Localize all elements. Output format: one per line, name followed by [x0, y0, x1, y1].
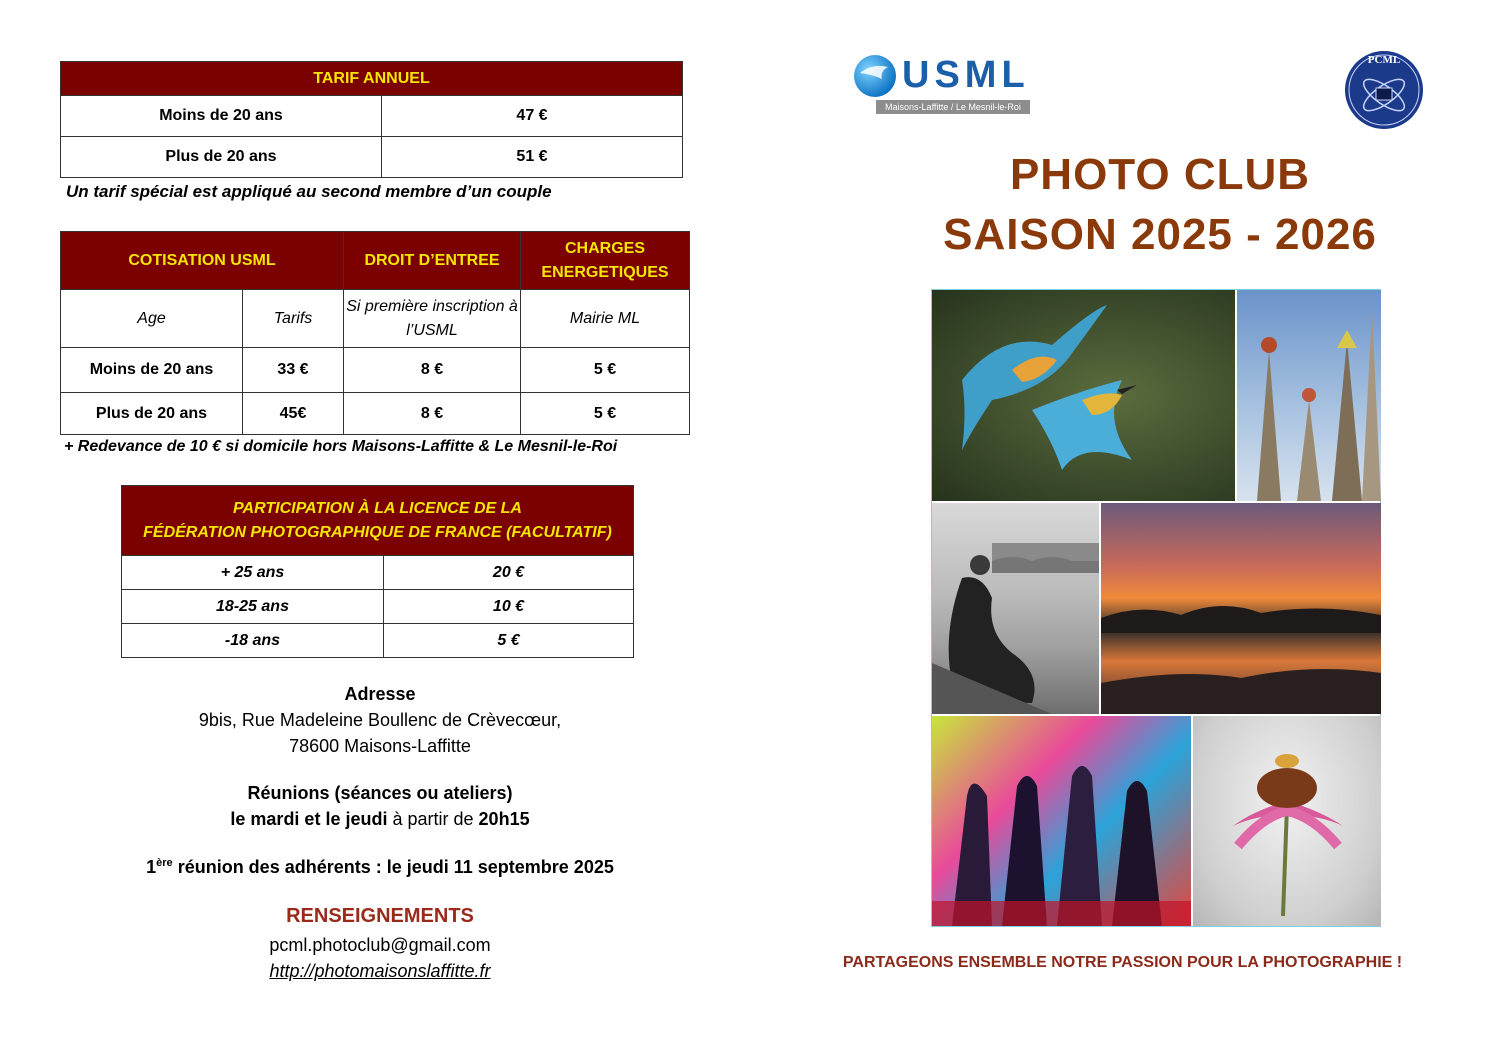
title-line1: PHOTO CLUB: [1009, 150, 1311, 199]
premiere-text: réunion des adhérents : le jeudi 11 septembre 2025: [177, 857, 614, 877]
reunions-from: à partir de: [392, 809, 474, 829]
website-link-wrap: [60, 961, 700, 982]
usml-logo: [852, 52, 1032, 118]
usml-text: USML: [902, 54, 1030, 96]
tarif-row-label: Plus de 20 ans: [61, 137, 382, 178]
cotisation-cell: 8 €: [344, 348, 521, 393]
licence-price: 5 €: [384, 624, 634, 658]
cotisation-cell: 45€: [243, 393, 344, 435]
cotisation-cell: 5 €: [521, 393, 690, 435]
redevance-note: + Redevance de 10 € si domicile hors Maisons-Laffitte & Le Mesnil-le-Roi: [64, 438, 618, 455]
flower-bee-icon: [1193, 716, 1381, 926]
tarif-note: Un tarif spécial est appliqué au second membre d’un couple: [66, 182, 552, 201]
towers-icon: [1237, 290, 1381, 501]
birds-icon: [932, 290, 1235, 501]
tarif-row-price: 47 €: [382, 96, 683, 137]
licence-age: 18-25 ans: [122, 590, 384, 624]
licence-age: -18 ans: [122, 624, 384, 658]
cotisation-cell: 33 €: [243, 348, 344, 393]
pcml-logo: [1344, 50, 1424, 130]
title-line2: SAISON 2025 - 2026: [943, 210, 1377, 259]
cotisation-cell: 5 €: [521, 348, 690, 393]
cotisation-cell: Plus de 20 ans: [61, 393, 243, 435]
tarif-row-price: 51 €: [382, 137, 683, 178]
tarif-row-label: Moins de 20 ans: [61, 96, 382, 137]
photo-sunset: [1101, 503, 1381, 714]
photo-birds: [932, 290, 1235, 501]
reunions-time: 20h15: [478, 809, 530, 829]
licence-header-line1: PARTICIPATION À LA LICENCE DE LA: [233, 499, 522, 517]
reunions-title: Réunions (séances ou ateliers): [247, 783, 513, 803]
woman-icon: [932, 503, 1099, 714]
dancers-icon: [932, 716, 1191, 926]
renseignements-title: RENSEIGNEMENTS: [286, 905, 474, 927]
premiere-num: 1: [146, 857, 157, 877]
adresse-line1: 9bis, Rue Madeleine Boullenc de Crèvecœur,: [198, 710, 562, 730]
licence-header: [122, 486, 634, 556]
globe-icon: [852, 53, 898, 99]
pcml-text: PCML: [1367, 54, 1401, 66]
licence-price: 20 €: [384, 556, 634, 590]
usml-subtitle: Maisons-Laffitte / Le Mesnil-le-Roi: [876, 100, 1030, 114]
photo-towers: [1237, 290, 1381, 501]
website-link[interactable]: http://photomaisonslaffitte.fr: [269, 961, 491, 981]
tarif-annuel-header: TARIF ANNUEL: [61, 62, 683, 96]
premiere-reunion: [60, 857, 700, 878]
inscription-subheader: Si première inscription à l’USML: [344, 290, 521, 348]
sunset-icon: [1101, 503, 1381, 714]
licence-price: 10 €: [384, 590, 634, 624]
cotisation-cell: 8 €: [344, 393, 521, 435]
reunions-schedule: [60, 809, 700, 830]
photo-dancers: [932, 716, 1191, 926]
photo-woman: [932, 503, 1099, 714]
licence-age: + 25 ans: [122, 556, 384, 590]
tarifs-subheader: Tarifs: [243, 290, 344, 348]
age-subheader: Age: [61, 290, 243, 348]
contact-email[interactable]: pcml.photoclub@gmail.com: [269, 935, 491, 955]
tarif-annuel-table: [60, 61, 683, 178]
reunions-days: le mardi et le jeudi: [230, 809, 388, 829]
photo-collage: [931, 289, 1381, 927]
mairie-subheader: Mairie ML: [521, 290, 690, 348]
licence-table: [121, 485, 634, 658]
photo-flower: [1193, 716, 1381, 926]
tagline: PARTAGEONS ENSEMBLE NOTRE PASSION POUR LA PHOTOGRAPHIE !: [842, 954, 1403, 971]
cotisation-cell: Moins de 20 ans: [61, 348, 243, 393]
adresse-title: Adresse: [344, 684, 416, 704]
charges-header: CHARGES ENERGETIQUES: [521, 232, 690, 290]
premiere-sup: ère: [156, 857, 173, 869]
adresse-line2: 78600 Maisons-Laffitte: [289, 736, 471, 756]
droit-entree-header: DROIT D’ENTREE: [344, 232, 521, 290]
licence-header-line2: FÉDÉRATION PHOTOGRAPHIQUE DE FRANCE (FACULTATIF): [143, 523, 612, 541]
cotisation-table: [60, 231, 690, 435]
cotisation-header: COTISATION USML: [61, 232, 344, 290]
